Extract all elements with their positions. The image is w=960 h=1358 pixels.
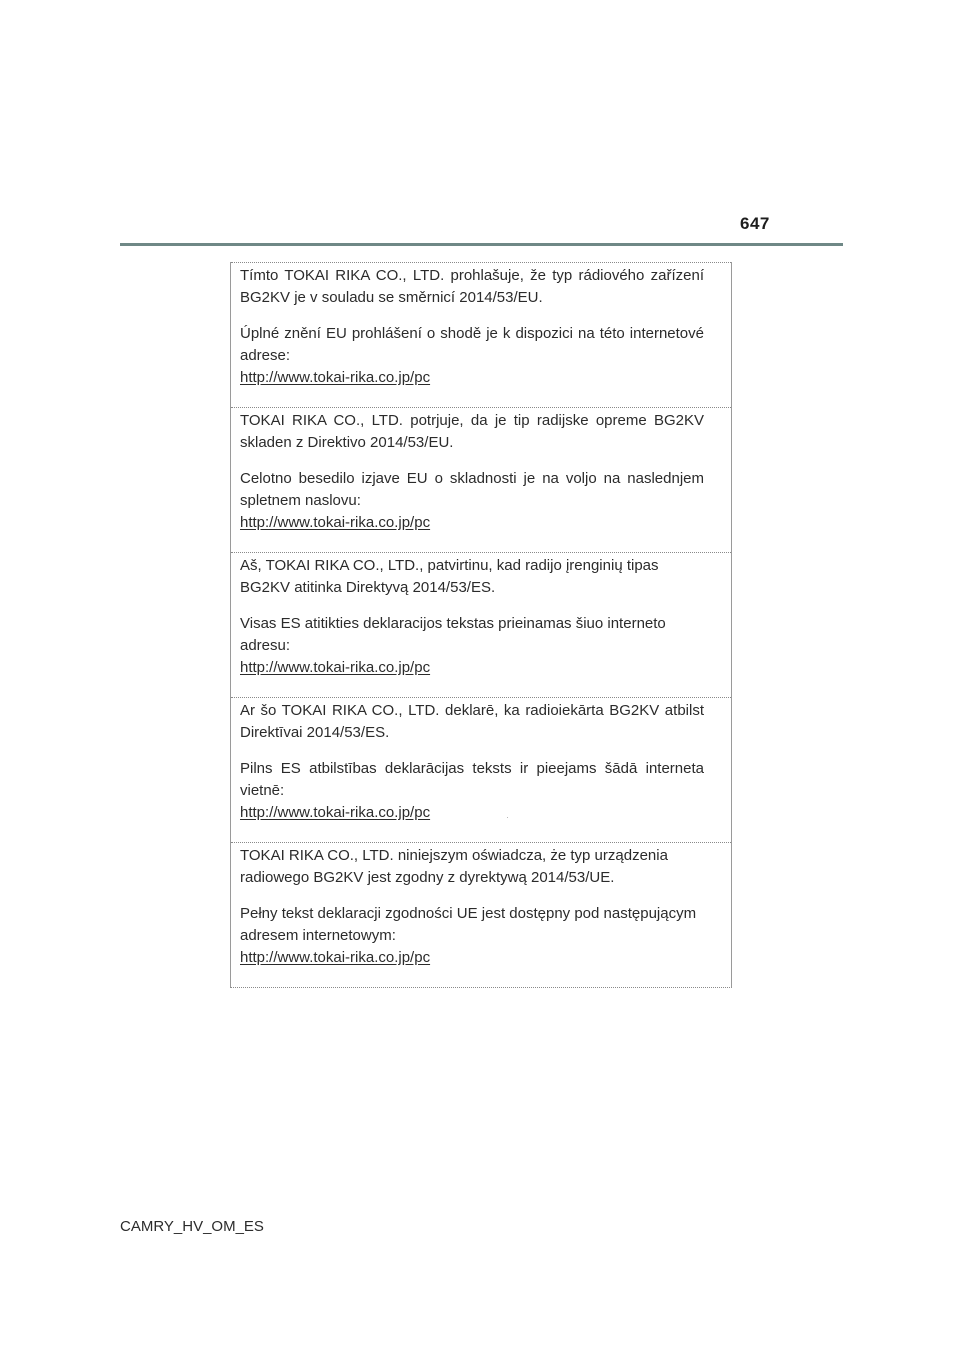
declaration-slovenian <box>231 407 731 552</box>
declaration-availability: Pełny tekst deklaracji zgodności UE jest dostępny pod następującym adresem internetowym: <box>240 905 697 944</box>
scan-speck <box>507 817 508 818</box>
declaration-link[interactable]: http://www.tokai-rika.co.jp/pc <box>240 369 431 386</box>
declarations-box <box>230 262 732 988</box>
declaration-czech <box>231 262 731 407</box>
header-rule <box>120 243 843 246</box>
footer-code: CAMRY_HV_OM_ES <box>120 1218 264 1235</box>
declaration-latvian <box>231 697 731 842</box>
declaration-availability: Pilns ES atbilstības deklarācijas teksts ir pieejams šādā interneta vietnē: <box>240 760 704 799</box>
declaration-statement: TOKAI RIKA CO., LTD. niniejszym oświadcza, że typ urządzenia radiowego BG2KV jest zgodny z dyrektywą 2014/53/UE. <box>240 847 668 886</box>
declaration-statement: Aš, TOKAI RIKA CO., LTD., patvirtinu, kad radijo įrenginių tipas BG2KV atitinka Direktyvą 2014/53/ES. <box>240 557 659 596</box>
declaration-availability: Visas ES atitikties deklaracijos tekstas prieinamas šiuo interneto adresu: <box>240 615 666 654</box>
page-number: 647 <box>740 214 770 233</box>
declaration-lithuanian <box>231 552 731 697</box>
declaration-link[interactable]: http://www.tokai-rika.co.jp/pc <box>240 514 431 531</box>
declaration-link[interactable]: http://www.tokai-rika.co.jp/pc <box>240 949 431 966</box>
declaration-statement: Tímto TOKAI RIKA CO., LTD. prohlašuje, že typ rádiového zařízení BG2KV je v souladu se směrnicí 2014/53/EU. <box>240 267 704 306</box>
declaration-statement: Ar šo TOKAI RIKA CO., LTD. deklarē, ka radioiekārta BG2KV atbilst Direktīvai 2014/53/ES. <box>240 702 704 741</box>
declaration-link[interactable]: http://www.tokai-rika.co.jp/pc <box>240 804 431 821</box>
declaration-availability: Celotno besedilo izjave EU o skladnosti je na voljo na naslednjem spletnem naslovu: <box>240 470 704 509</box>
declaration-statement: TOKAI RIKA CO., LTD. potrjuje, da je tip radijske opreme BG2KV skladen z Direktivo 2014/53/EU. <box>240 412 704 451</box>
declaration-link[interactable]: http://www.tokai-rika.co.jp/pc <box>240 659 431 676</box>
declaration-polish <box>231 842 731 987</box>
declaration-availability: Úplné znění EU prohlášení o shodě je k dispozici na této internetové adrese: <box>240 325 704 364</box>
